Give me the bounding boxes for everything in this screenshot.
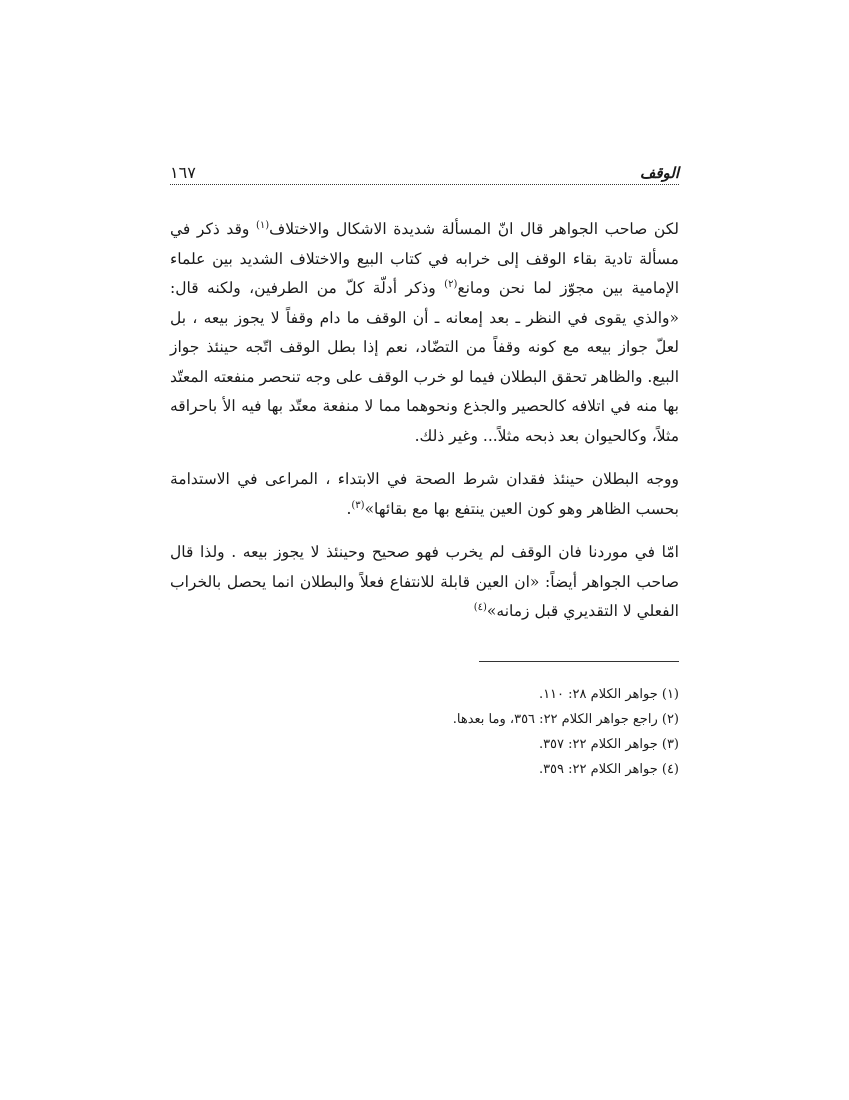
footnote-ref-2: (٢)	[444, 278, 458, 290]
footnote-separator	[479, 661, 679, 662]
paragraph-1-text-a: لكن صاحب الجواهر قال انّ المسألة شديدة الاشكال والاختلاف	[269, 220, 679, 238]
paragraph-1-text-c: وذكر أدلّة كلّ من الطرفين، ولكنه قال: «والذي يقوى في النظر ـ بعد إمعانه ـ أن الوقف ما دام وقفاً لا يجوز بيعه ، بل لعلّ جواز بيعه مع كونه وقفاً من التضّاد، نعم إذا بطل الوقف اتّجه حينئذ جواز البيع. والظاهر تحقق البطلان فيما لو خرب الوقف على وجه تنحصر منفعته المعتّد بها منه في اتلافه كالحصير والجذع ونحوهما مما لا منفعة معتّد بها فيه الأ باحراقه مثلاً، وكالحيوان بعد ذبحه مثلاً... وغير ذلك.	[170, 279, 679, 445]
footnote-2: (٢) راجع جواهر الكلام ٢٢: ٣٥٦، وما بعدها.	[452, 711, 679, 727]
footnotes	[170, 682, 679, 782]
footnote-4: (٤) جواهر الكلام ٢٢: ٣٥٩.	[538, 761, 679, 777]
footnote-ref-1: (١)	[255, 219, 270, 231]
paragraph-3	[170, 538, 679, 627]
footnote-ref-4: (٤)	[473, 601, 487, 613]
running-header	[170, 150, 679, 185]
paragraph-1-text-b: وقد ذكر في مسألة تادية بقاء الوقف إلى خرابه في كتاب البيع والاختلاف الشديد بين علماء الإمامية بين مجوّز لما نحن ومانع	[170, 220, 679, 297]
footnote-1: (١) جواهر الكلام ٢٨: ١١٠.	[538, 686, 679, 702]
paragraph-2-text-b: .	[346, 499, 352, 518]
page-number: ١٦٧	[170, 163, 196, 182]
paragraph-1	[170, 215, 679, 451]
main-text	[170, 215, 679, 627]
running-title: الوقف	[639, 164, 679, 182]
footnote-3: (٣) جواهر الكلام ٢٢: ٣٥٧.	[538, 736, 679, 752]
paragraph-3-text-a: امّا في موردنا فان الوقف لم يخرب فهو صحيح وحينئذ لا يجوز بيعه . ولذا قال صاحب الجواهر أيضاً: «ان العين قابلة للانتفاع فعلاً والبطلان انما يحصل بالخراب الفعلي لا التقديري قبل زمانه»	[170, 543, 679, 620]
paragraph-2	[170, 465, 679, 524]
book-page	[170, 150, 679, 910]
footnote-ref-3: (٣)	[351, 499, 365, 511]
paragraph-2-text-a: ووجه البطلان حينئذ فقدان شرط الصحة في الابتداء ، المراعى في الاستدامة بحسب الظاهر وهو كون العين ينتفع بها مع بقائها»	[170, 470, 679, 518]
